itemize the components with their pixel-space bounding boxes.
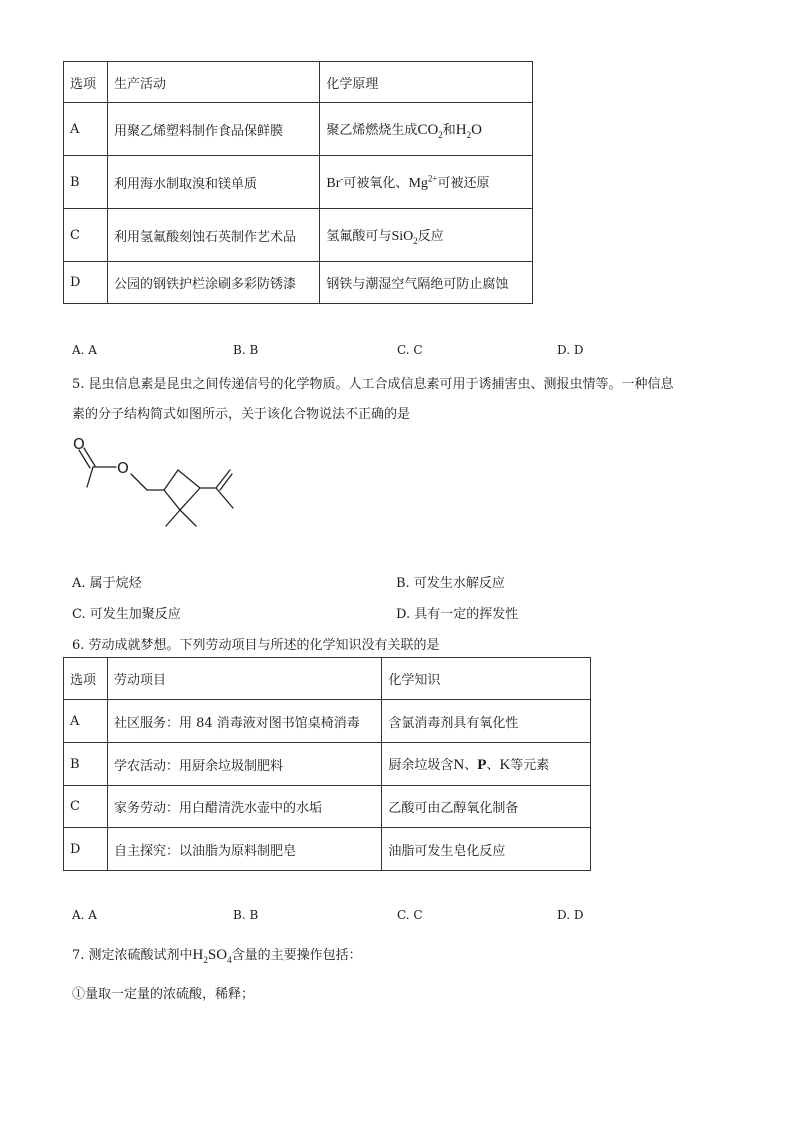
table-row (64, 209, 533, 262)
row-label: C (64, 786, 108, 828)
element-n: N (453, 757, 465, 773)
principle-text: 可被氧化、 (343, 176, 409, 191)
table-header-row (64, 658, 591, 700)
row-principle (320, 156, 533, 209)
q6-option-a[interactable]: A. A (72, 908, 97, 922)
row-knowledge: 乙酸可由乙醇氧化制备 (382, 786, 591, 828)
row-label: D (64, 262, 108, 304)
header-knowledge: 化学知识 (382, 658, 591, 700)
table-row (64, 786, 591, 828)
q7-stem: 7. 测定浓硫酸试剂中$H_2SO_4$含量的主要操作包括： (72, 947, 362, 965)
molecule-structure-diagram (68, 430, 248, 530)
q6-option-d[interactable]: D. D (557, 908, 584, 922)
q4-option-c[interactable]: C. C (397, 343, 423, 357)
table-row (64, 262, 533, 304)
formula-h2o: $H_2O$ (455, 121, 482, 140)
header-project: 劳动项目 (107, 658, 381, 700)
row-label: B (64, 743, 108, 786)
q5-option-a[interactable]: A. 属于烷烃 (72, 576, 142, 591)
table-row (64, 103, 533, 156)
header-option: 选项 (64, 62, 108, 103)
row-knowledge: 含氯消毒剂具有氧化性 (382, 700, 591, 743)
row-label: C (64, 209, 108, 262)
principle-text: 和 (442, 122, 456, 138)
table-row (64, 156, 533, 209)
formula-sio2: SiO$_2$ (391, 228, 418, 246)
q5-option-d[interactable]: D. 具有一定的挥发性 (396, 607, 519, 622)
table-header-row (64, 62, 533, 103)
q5-option-c[interactable]: C. 可发生加聚反应 (72, 607, 181, 622)
row-knowledge: 油脂可发生皂化反应 (382, 828, 591, 871)
q4-option-d[interactable]: D. D (557, 343, 584, 357)
formula-h2so4: $H_2SO_4$ (192, 947, 232, 965)
ester-oxygen-label: O (117, 459, 129, 477)
header-principle: 化学原理 (320, 62, 533, 103)
row-label: A (64, 700, 108, 743)
row-principle (320, 103, 533, 156)
element-k: K (499, 757, 511, 773)
q4-option-a[interactable]: A. A (72, 343, 97, 357)
row-project: 社区服务：用 84 消毒液对图书馆桌椅消毒 (107, 700, 381, 743)
row-activity: 公园的钢铁护栏涂刷多彩防锈漆 (107, 262, 319, 304)
row-project: 学农活动：用厨余垃圾制肥料 (107, 743, 381, 786)
q5-stem-line2: 素的分子结构简式如图所示，关于该化合物说法不正确的是 (72, 407, 411, 422)
q6-option-c[interactable]: C. C (397, 908, 423, 922)
q5-option-b[interactable]: B. 可发生水解反应 (396, 576, 505, 591)
formula-co2: $CO_2$ (417, 121, 443, 140)
row-label: A (64, 103, 108, 156)
q4-option-b[interactable]: B. B (233, 343, 259, 357)
table-row (64, 743, 591, 786)
table-row (64, 700, 591, 743)
element-p: P (477, 757, 487, 773)
row-project: 自主探究：以油脂为原料制肥皂 (107, 828, 381, 871)
table-labor (63, 657, 591, 871)
formula-mg-ion: $Mg^{2+}$ (408, 173, 438, 191)
row-activity: 利用海水制取溴和镁单质 (107, 156, 319, 209)
header-activity: 生产活动 (107, 62, 319, 103)
q5-stem-line1: 5. 昆虫信息素是昆虫之间传递信号的化学物质。人工合成信息素可用于诱捕害虫、测报虫情等。一种信息 (72, 377, 674, 392)
row-activity: 利用氢氟酸刻蚀石英制作艺术品 (107, 209, 319, 262)
carbonyl-oxygen-label: O (73, 435, 85, 453)
row-principle: 钢铁与潮湿空气隔绝可防止腐蚀 (320, 262, 533, 304)
row-principle (320, 209, 533, 262)
formula-br-ion: Br- (326, 173, 344, 191)
row-activity: 用聚乙烯塑料制作食品保鲜膜 (107, 103, 319, 156)
principle-text: 聚乙烯燃烧生成 (326, 122, 418, 138)
row-knowledge: 厨余垃圾含N、P、K等元素 (382, 743, 591, 786)
q6-option-b[interactable]: B. B (233, 908, 259, 922)
q6-stem: 6. 劳动成就梦想。下列劳动项目与所述的化学知识没有关联的是 (72, 638, 440, 653)
table-production (63, 61, 533, 304)
table-row (64, 828, 591, 871)
row-project: 家务劳动：用白醋清洗水壶中的水垢 (107, 786, 381, 828)
row-label: B (64, 156, 108, 209)
row-label: D (64, 828, 108, 871)
principle-text: 反应 (417, 228, 444, 244)
header-option: 选项 (64, 658, 108, 700)
principle-text: 可被还原 (437, 176, 490, 191)
q7-step-1: ①量取一定量的浓硫酸，稀释； (72, 987, 255, 1002)
principle-text: 氢氟酸可与 (326, 228, 392, 244)
